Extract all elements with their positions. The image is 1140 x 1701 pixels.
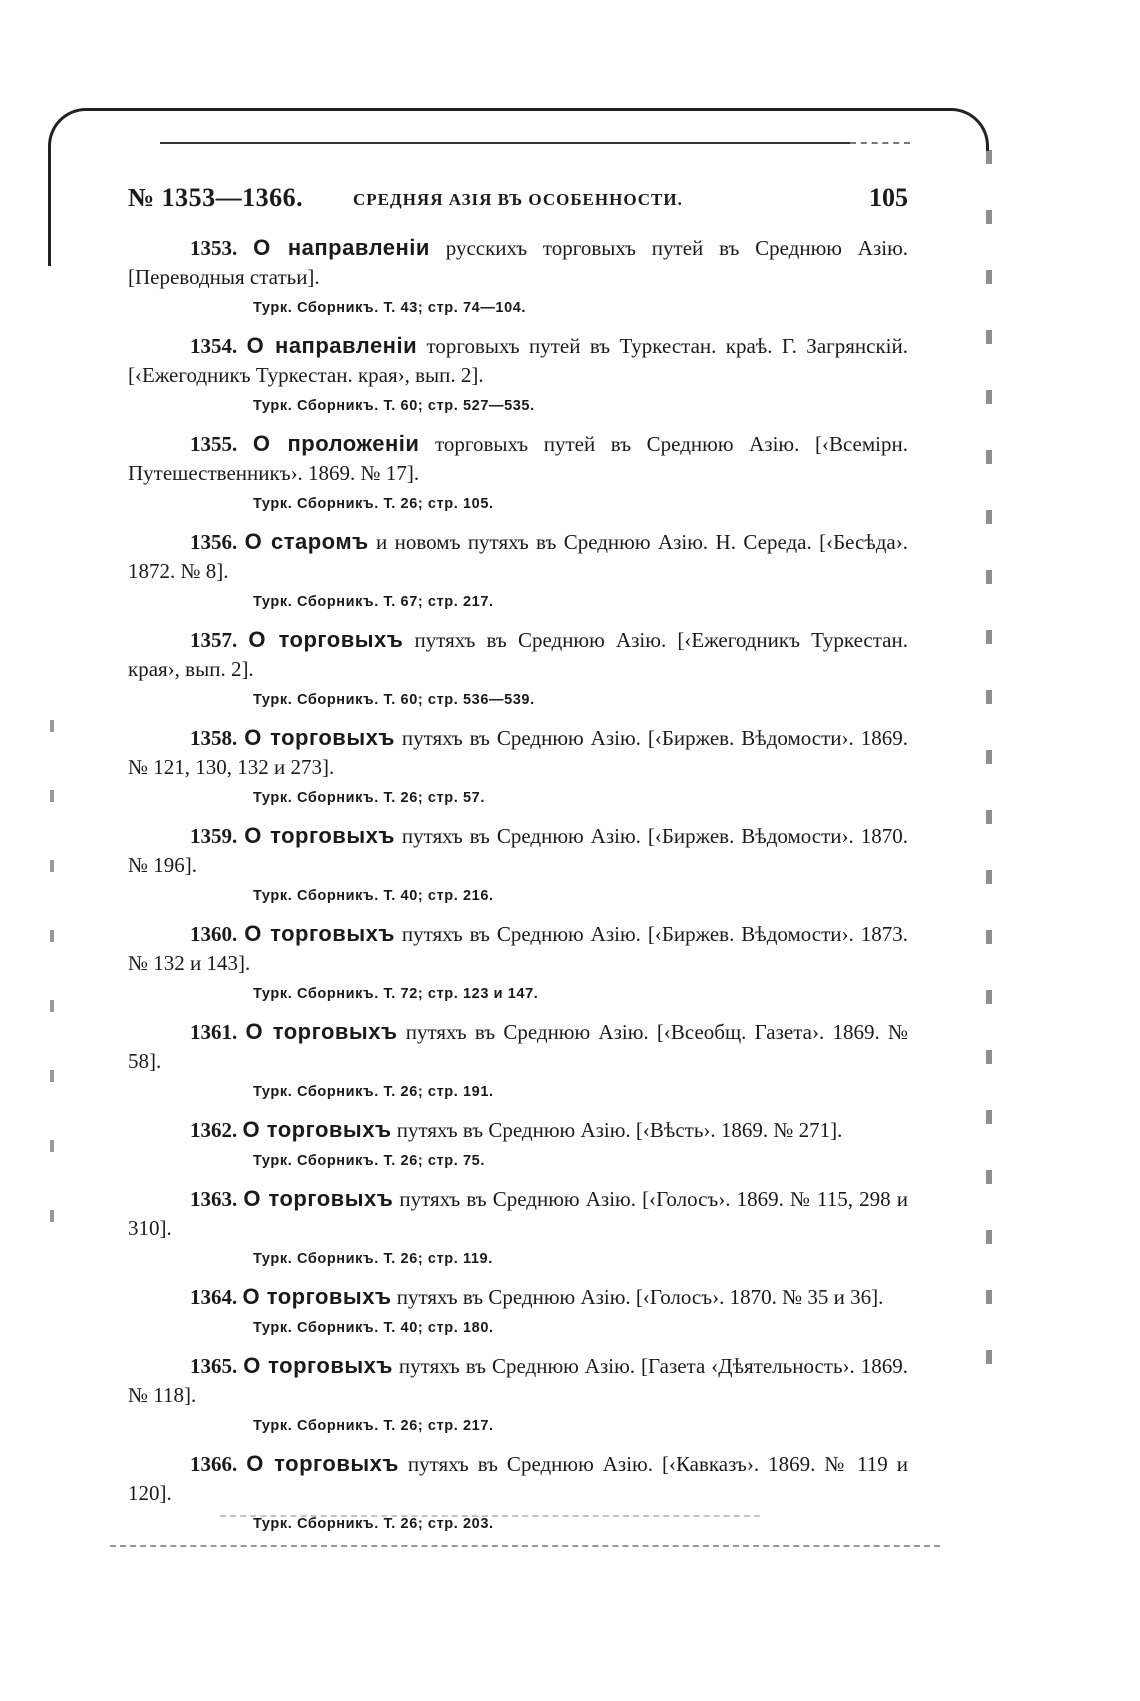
entry-source: Турк. Сборникъ. Т. 26; стр. 191. [253, 1084, 494, 1100]
entry-keyword: О старомъ [244, 529, 369, 554]
entry-1365 [128, 1351, 908, 1437]
entry-description: путяхъ въ Среднюю Азію. [‹Голосъ›. 1870. № 35 и 36]. [391, 1285, 884, 1309]
entry-keyword: О направленіи [253, 235, 430, 260]
entry-1354 [128, 331, 908, 417]
entry-text [128, 1282, 908, 1312]
header-rule-dashed [850, 142, 910, 144]
entry-source: Турк. Сборникъ. Т. 26; стр. 203. [253, 1516, 494, 1532]
entry-source: Турк. Сборникъ. Т. 26; стр. 57. [253, 790, 485, 806]
entry-source: Турк. Сборникъ. Т. 43; стр. 74—104. [253, 300, 527, 316]
entry-source: Турк. Сборникъ. Т. 26; стр. 105. [253, 496, 494, 512]
entry-number: 1356. [190, 530, 238, 554]
entry-keyword: О торговыхъ [244, 921, 395, 946]
entry-description: торговыхъ путей въ Среднюю Азію. [‹Всемірн. Путешественникъ›. 1869. № 17]. [128, 432, 908, 485]
entry-1366 [128, 1449, 908, 1535]
entry-number: 1354. [190, 334, 238, 358]
entry-keyword: О проложеніи [252, 431, 420, 456]
section-title: СРЕДНЯЯ АЗІЯ ВЪ ОСОБЕННОСТИ. [353, 190, 683, 209]
running-head [128, 183, 908, 217]
entry-1355 [128, 429, 908, 515]
entry-source: Турк. Сборникъ. Т. 26; стр. 217. [253, 1418, 494, 1434]
entry-description: путяхъ въ Среднюю Азію. [Газета ‹Дѣятельность›. 1869. № 118]. [128, 1354, 909, 1407]
entry-source: Турк. Сборникъ. Т. 67; стр. 217. [253, 594, 494, 610]
entry-text [128, 1184, 908, 1243]
entry-description: и новомъ путяхъ въ Среднюю Азію. Н. Середа. [‹Бесѣда›. 1872. № 8]. [128, 530, 908, 583]
entry-description: путяхъ въ Среднюю Азію. [‹Биржев. Вѣдомости›. 1870. № 196]. [128, 824, 908, 877]
entry-number: 1357. [190, 628, 238, 652]
entry-keyword: О торговыхъ [245, 1019, 398, 1044]
entry-text [128, 723, 908, 782]
entry-number: 1358. [190, 726, 238, 750]
entry-number: 1359. [190, 824, 238, 848]
page-frame-left-edge [48, 146, 51, 266]
entry-keyword: О торговыхъ [242, 1117, 392, 1142]
entry-1356 [128, 527, 908, 613]
entry-number: 1364. [190, 1285, 238, 1309]
entry-number: 1355. [190, 432, 238, 456]
entry-description: путяхъ въ Среднюю Азію. [‹Биржев. Вѣдомости›. 1873. № 132 и 143]. [128, 922, 908, 975]
entry-source: Турк. Сборникъ. Т. 40; стр. 216. [253, 888, 494, 904]
page-frame [48, 108, 989, 151]
entry-description: русскихъ торговыхъ путей въ Среднюю Азію. [Переводныя статьи]. [128, 236, 909, 289]
scan-margin-marks-left [50, 720, 54, 1240]
entry-source: Турк. Сборникъ. Т. 60; стр. 536—539. [253, 692, 535, 708]
entry-text [128, 233, 908, 292]
entry-keyword: О торговыхъ [243, 1186, 394, 1211]
entry-text [128, 331, 908, 390]
entry-1357 [128, 625, 908, 711]
entry-number: 1362. [190, 1118, 238, 1142]
entry-number: 1353. [190, 236, 238, 260]
entry-description: торговыхъ путей въ Туркестан. краѣ. Г. Загрянскій. [‹Ежегодникъ Туркестан. края›, вып. 2]. [128, 334, 908, 387]
entry-text [128, 1017, 908, 1076]
entry-number: 1360. [190, 922, 238, 946]
entry-keyword: О торговыхъ [242, 1284, 392, 1309]
entry-keyword: О торговыхъ [244, 725, 395, 750]
entry-1358 [128, 723, 908, 809]
entry-number: 1365. [190, 1354, 238, 1378]
entry-text [128, 1115, 908, 1145]
entry-description: путяхъ въ Среднюю Азію. [‹Кавказъ›. 1869. № 119 и 120]. [128, 1452, 908, 1505]
entry-source: Турк. Сборникъ. Т. 40; стр. 180. [253, 1320, 494, 1336]
entry-keyword: О торговыхъ [246, 1451, 399, 1476]
entry-source: Турк. Сборникъ. Т. 26; стр. 119. [253, 1251, 493, 1267]
entry-number: 1363. [190, 1187, 238, 1211]
entry-description: путяхъ въ Среднюю Азію. [‹Вѣсть›. 1869. № 271]. [391, 1118, 843, 1142]
entry-description: путяхъ въ Среднюю Азію. [‹Всеобщ. Газета›. 1869. № 58]. [128, 1020, 908, 1073]
entry-1360 [128, 919, 908, 1005]
page-number: 105 [869, 183, 908, 212]
entry-description: путяхъ въ Среднюю Азію. [‹Биржев. Вѣдомости›. 1869. № 121, 130, 132 и 273]. [128, 726, 908, 779]
entry-description: путяхъ въ Среднюю Азію. [‹Голосъ›. 1869. № 115, 298 и 310]. [128, 1187, 909, 1240]
entry-text [128, 625, 908, 684]
bibliography-entries [128, 233, 908, 1547]
entry-text [128, 1449, 908, 1508]
entry-1353 [128, 233, 908, 319]
entry-text [128, 821, 908, 880]
entry-1361 [128, 1017, 908, 1103]
entry-1364 [128, 1282, 908, 1339]
entry-keyword: О торговыхъ [248, 627, 404, 652]
entry-source: Турк. Сборникъ. Т. 60; стр. 527—535. [253, 398, 535, 414]
entry-1363 [128, 1184, 908, 1270]
entry-description: путяхъ въ Среднюю Азію. [‹Ежегодникъ Туркестан. края›, вып. 2]. [128, 628, 908, 681]
entry-range: № 1353—1366. [128, 183, 304, 212]
entry-text [128, 919, 908, 978]
header-rule [160, 142, 850, 144]
entry-keyword: О торговыхъ [244, 823, 395, 848]
entry-source: Турк. Сборникъ. Т. 72; стр. 123 и 147. [253, 986, 539, 1002]
entry-text [128, 1351, 908, 1410]
entry-source: Турк. Сборникъ. Т. 26; стр. 75. [253, 1153, 485, 1169]
entry-number: 1366. [190, 1452, 238, 1476]
entry-1362 [128, 1115, 908, 1172]
scan-margin-marks-right [986, 150, 992, 1400]
entry-text [128, 527, 908, 586]
entry-number: 1361. [190, 1020, 238, 1044]
entry-text [128, 429, 908, 488]
entry-keyword: О торговыхъ [243, 1353, 393, 1378]
entry-keyword: О направленіи [246, 333, 418, 358]
entry-1359 [128, 821, 908, 907]
